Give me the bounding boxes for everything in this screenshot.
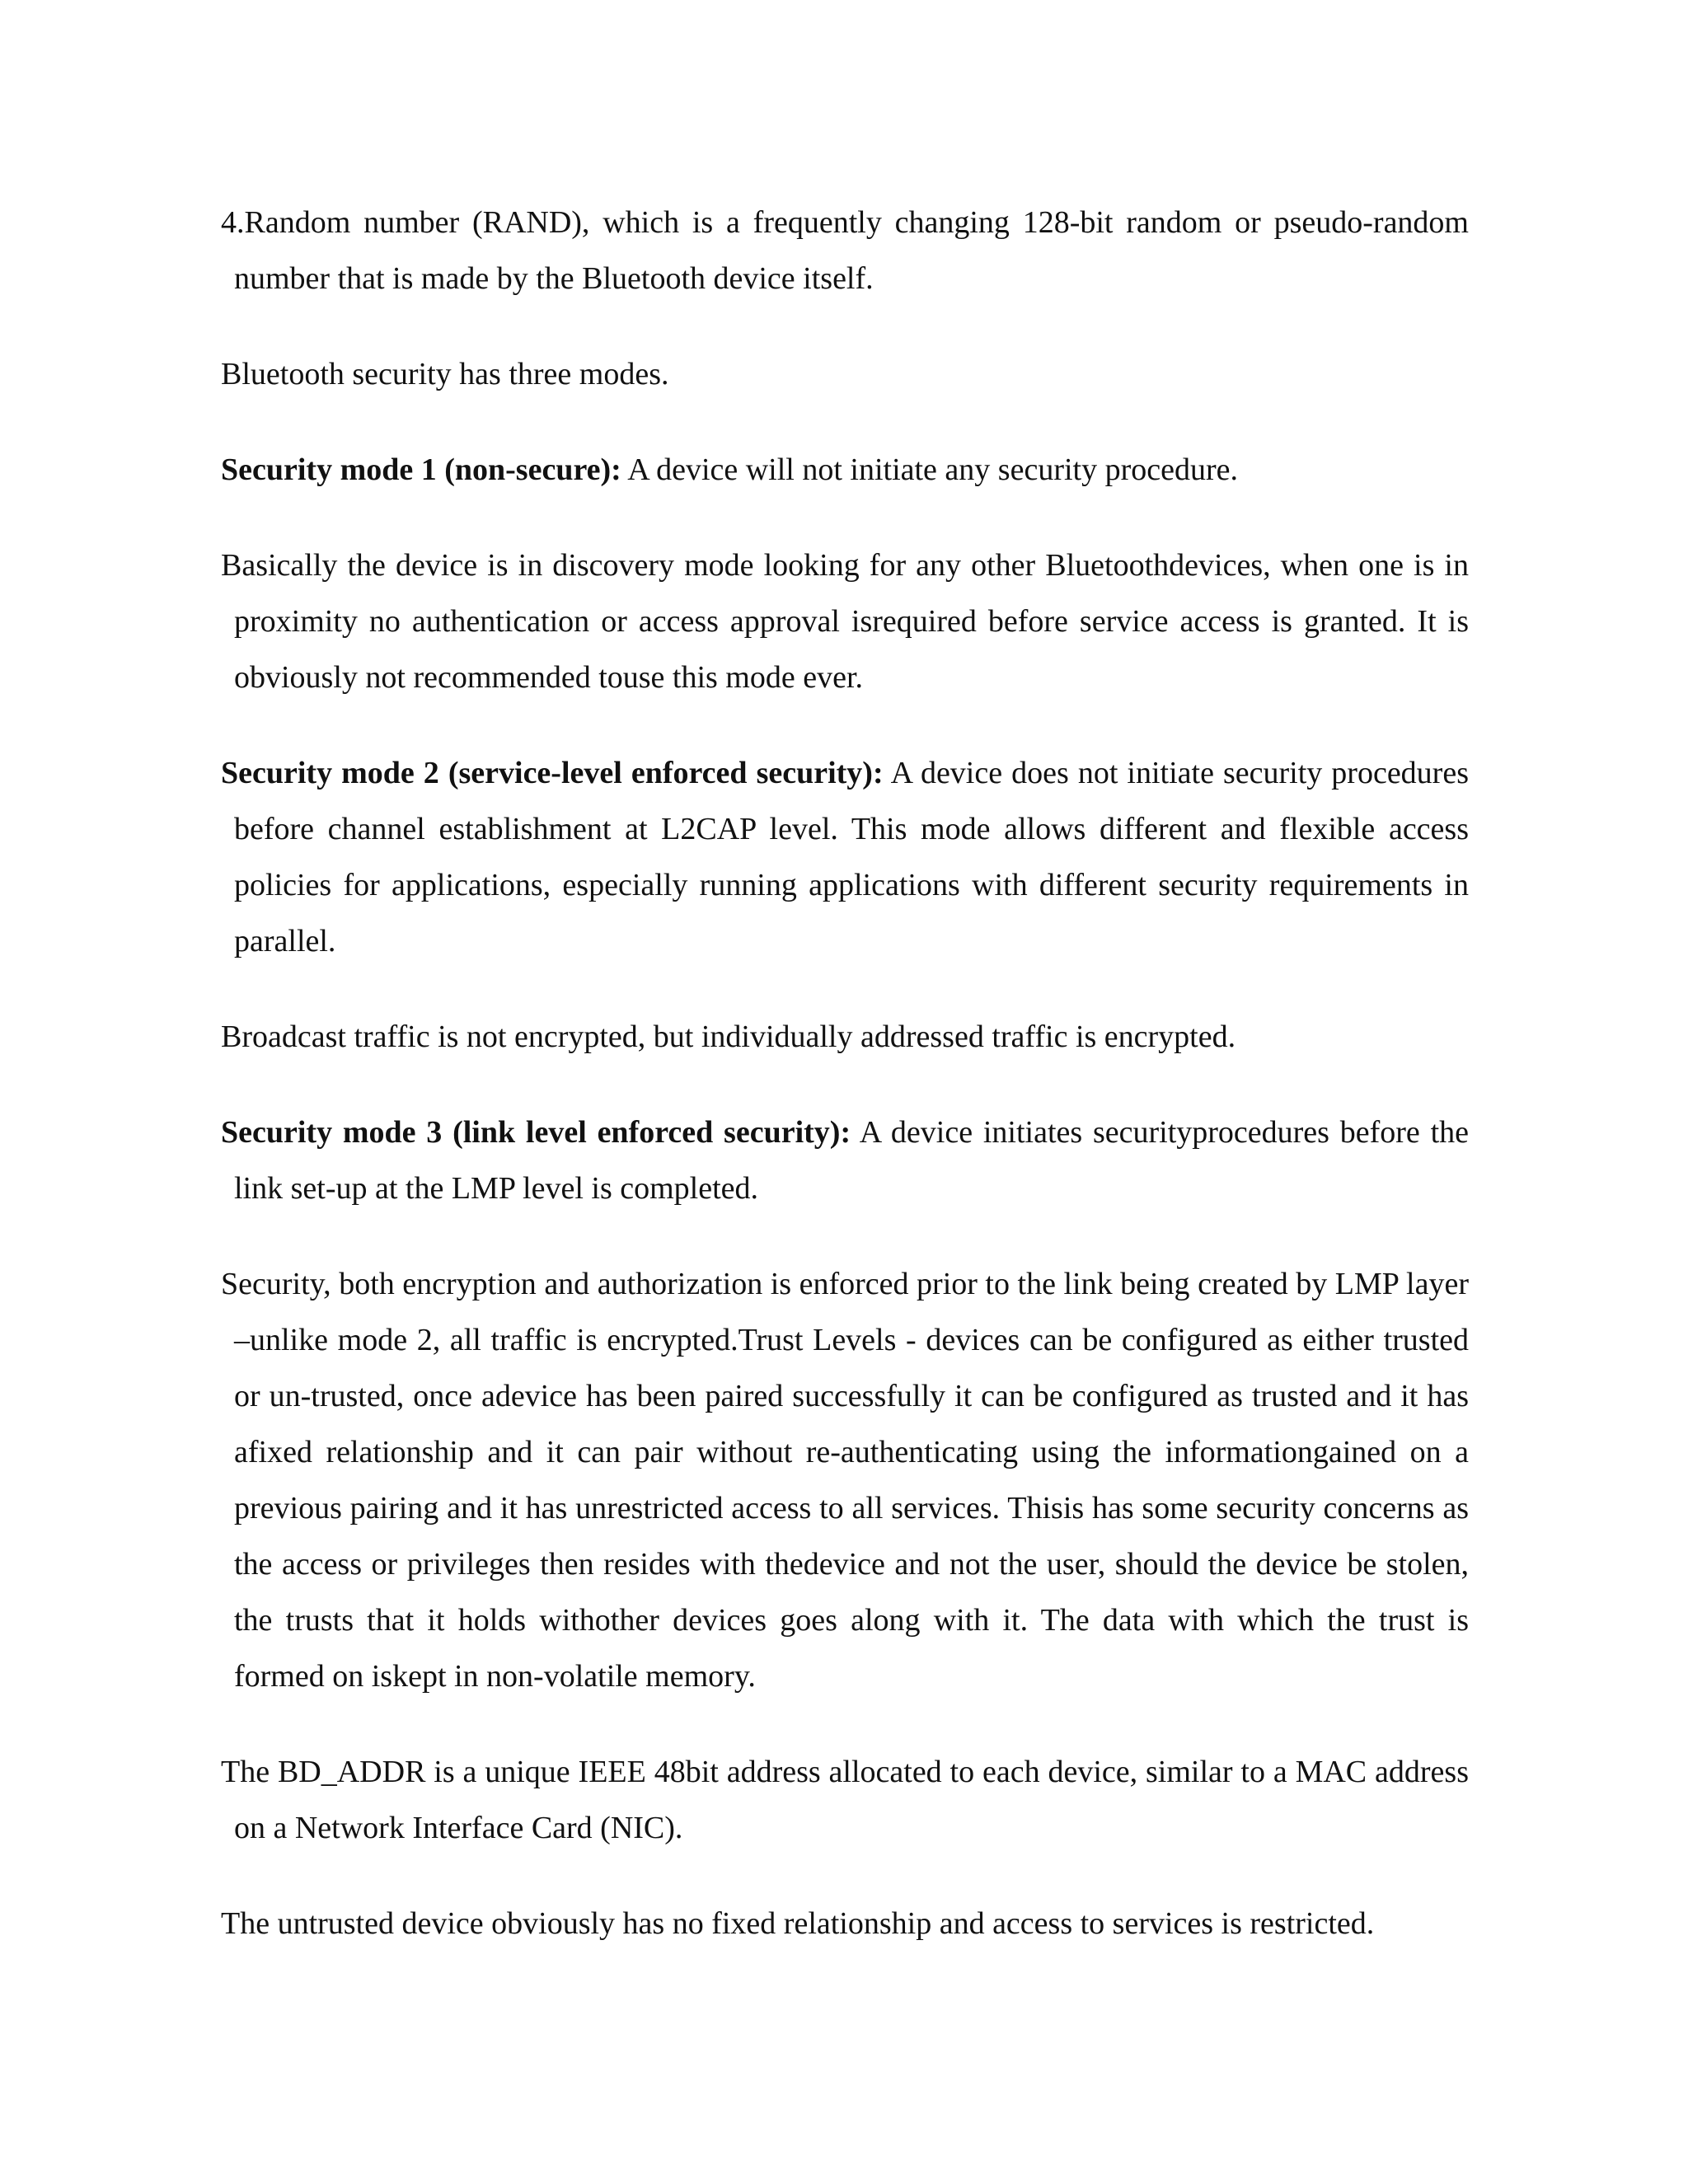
paragraph-random-number (221, 194, 1469, 307)
paragraph-text: Broadcast traffic is not encrypted, but individually addressed traffic is encrypted. (221, 1019, 1236, 1054)
paragraph-trust-levels (221, 1256, 1469, 1704)
paragraph-text: A device does not initiate security procedures before channel establishment at L2CAP level. This mode allows different and flexible access policies for applications, especially running applications with different security requirements in parallel. (234, 756, 1469, 958)
paragraph-untrusted-device (221, 1896, 1469, 1952)
paragraph-security-mode-2 (221, 745, 1469, 969)
paragraph-lead: Security mode 3 (link level enforced security): (221, 1115, 851, 1150)
paragraph-security-mode-3 (221, 1104, 1469, 1216)
paragraph-text: Bluetooth security has three modes. (221, 357, 669, 391)
document-page (221, 194, 1469, 1991)
paragraph-text: Basically the device is in discovery mode looking for any other Bluetoothdevices, when one is in proximity no authentication or access approval isrequired before service access is granted. It is obviously not recommended touse this mode ever. (221, 548, 1469, 695)
paragraph-text: The untrusted device obviously has no fixed relationship and access to services is restricted. (221, 1906, 1375, 1941)
paragraph-lead: Security mode 2 (service-level enforced security): (221, 756, 884, 790)
paragraph-text: A device initiates securityprocedures before the link set-up at the LMP level is completed. (234, 1115, 1469, 1206)
paragraph-bd-addr (221, 1744, 1469, 1856)
paragraph-security-mode-1 (221, 442, 1469, 498)
paragraph-discovery-mode (221, 537, 1469, 705)
paragraph-text: Security, both encryption and authorization is enforced prior to the link being created by LMP layer –unlike mode 2, all traffic is encrypted.Trust Levels - devices can be configured as either trusted or un-trusted, once adevice has been paired successfully it can be configured as trusted and it has afixed relationship and it can pair without re-authenticating using the informationgained on a previous pairing and it has unrestricted access to all services. Thisis has some security concerns as the access or privileges then resides with thedevice and not the user, should the device be stolen, the trusts that it holds withother devices goes along with it. The data with which the trust is formed on iskept in non-volatile memory. (221, 1267, 1469, 1694)
paragraph-security-modes-intro (221, 346, 1469, 402)
paragraph-lead: Security mode 1 (non-secure): (221, 452, 621, 487)
paragraph-text: A device will not initiate any security procedure. (621, 452, 1238, 487)
paragraph-broadcast-traffic (221, 1009, 1469, 1065)
paragraph-text: The BD_ADDR is a unique IEEE 48bit address allocated to each device, similar to a MAC address on a Network Interface Card (NIC). (221, 1755, 1469, 1845)
paragraph-text: 4.Random number (RAND), which is a frequently changing 128-bit random or pseudo-random number that is made by the Bluetooth device itself. (221, 205, 1469, 296)
